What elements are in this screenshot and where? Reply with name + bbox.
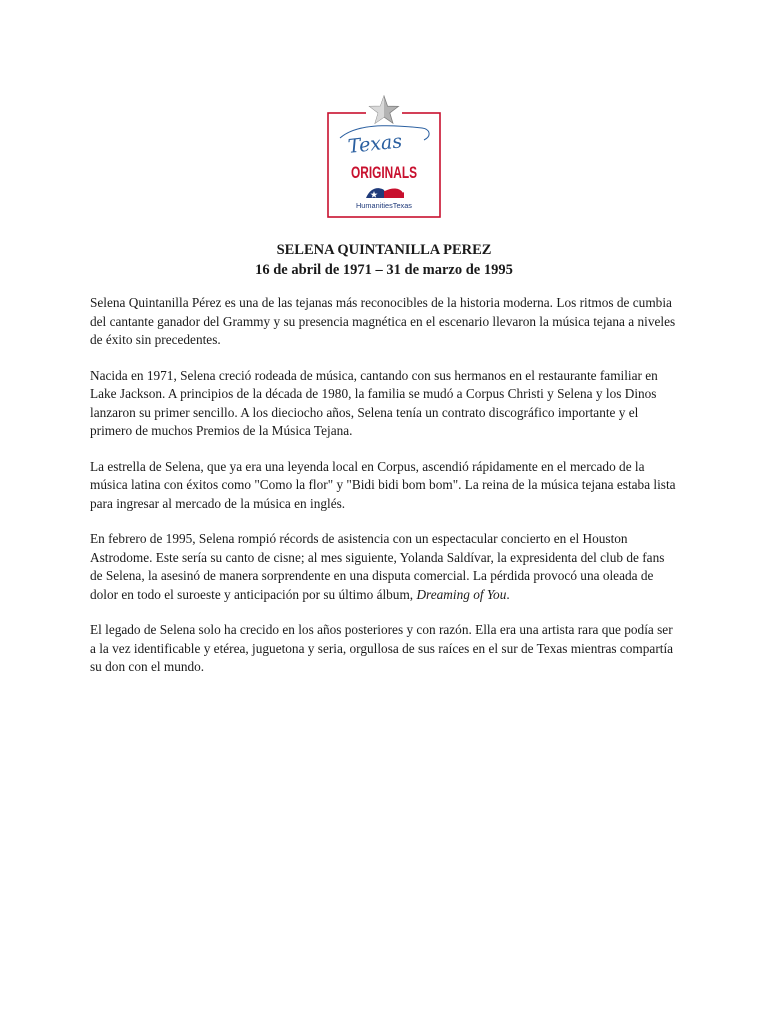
paragraph-death-text: En febrero de 1995, Selena rompió récords de asistencia con un espectacular concierto en el Houston Astrodome. Este sería su canto de cisne; al mes siguiente, Yolanda Saldívar, la expresidenta del club de fans de Selena, la asesinó de manera sorprendente en una disputa comercial. La pérdida provocó una oleada de dolor en todo el suroeste y anticipación por su último álbum, xyxy=(90,531,665,602)
texas-originals-logo xyxy=(326,94,442,222)
paragraph-death-end: . xyxy=(506,586,510,602)
texas-flag-icon xyxy=(366,187,404,198)
document-heading xyxy=(0,240,768,280)
album-title: Dreaming of You xyxy=(416,586,507,602)
paragraph-career: La estrella de Selena, que ya era una leyenda local en Corpus, ascendió rápidamente en el mercado de la música latina con éxitos como "Como la flor" y "Bidi bidi bom bom". La reina de la música tejana estaba lista para ingresar al mercado de la música en inglés. xyxy=(90,458,676,511)
document-body xyxy=(90,294,680,694)
logo-script-text: Texas xyxy=(346,130,404,158)
logo-org-text: HumanitiesTexas xyxy=(356,203,413,210)
paragraph-death xyxy=(90,530,680,604)
paragraph-legacy: El legado de Selena solo ha crecido en los años posteriores y con razón. Ella era una artista rara que podía ser a la vez identificable y etérea, juguetona y seria, orgullosa de sus raíces en el sur de Texas mientras compartía su don con el mundo. xyxy=(90,622,674,674)
subject-name: SELENA QUINTANILLA PEREZ xyxy=(276,242,492,258)
star-icon xyxy=(370,96,399,123)
paragraph-intro: Selena Quintanilla Pérez es una de las tejanas más reconocibles de la historia moderna. Los ritmos de cumbia del cantante ganador del Grammy y su presencia magnética en el escenario llevaron la música tejana a niveles de éxito sin precedentes. xyxy=(90,295,676,347)
paragraph-early-life: Nacida en 1971, Selena creció rodeada de música, cantando con sus hermanos en el restaurante familiar en Lake Jackson. A principios de la década de 1980, la familia se mudó a Corpus Christi y Selena y los Dinos lanzaron su primer sencillo. A los dieciocho años, Selena tenía un contrato discográfico importante y el primero de muchos Premios de la Música Tejana. xyxy=(90,367,658,438)
logo-main-text: ORIGINALS xyxy=(351,163,417,182)
subject-dates: 16 de abril de 1971 – 31 de marzo de 1995 xyxy=(255,262,513,278)
